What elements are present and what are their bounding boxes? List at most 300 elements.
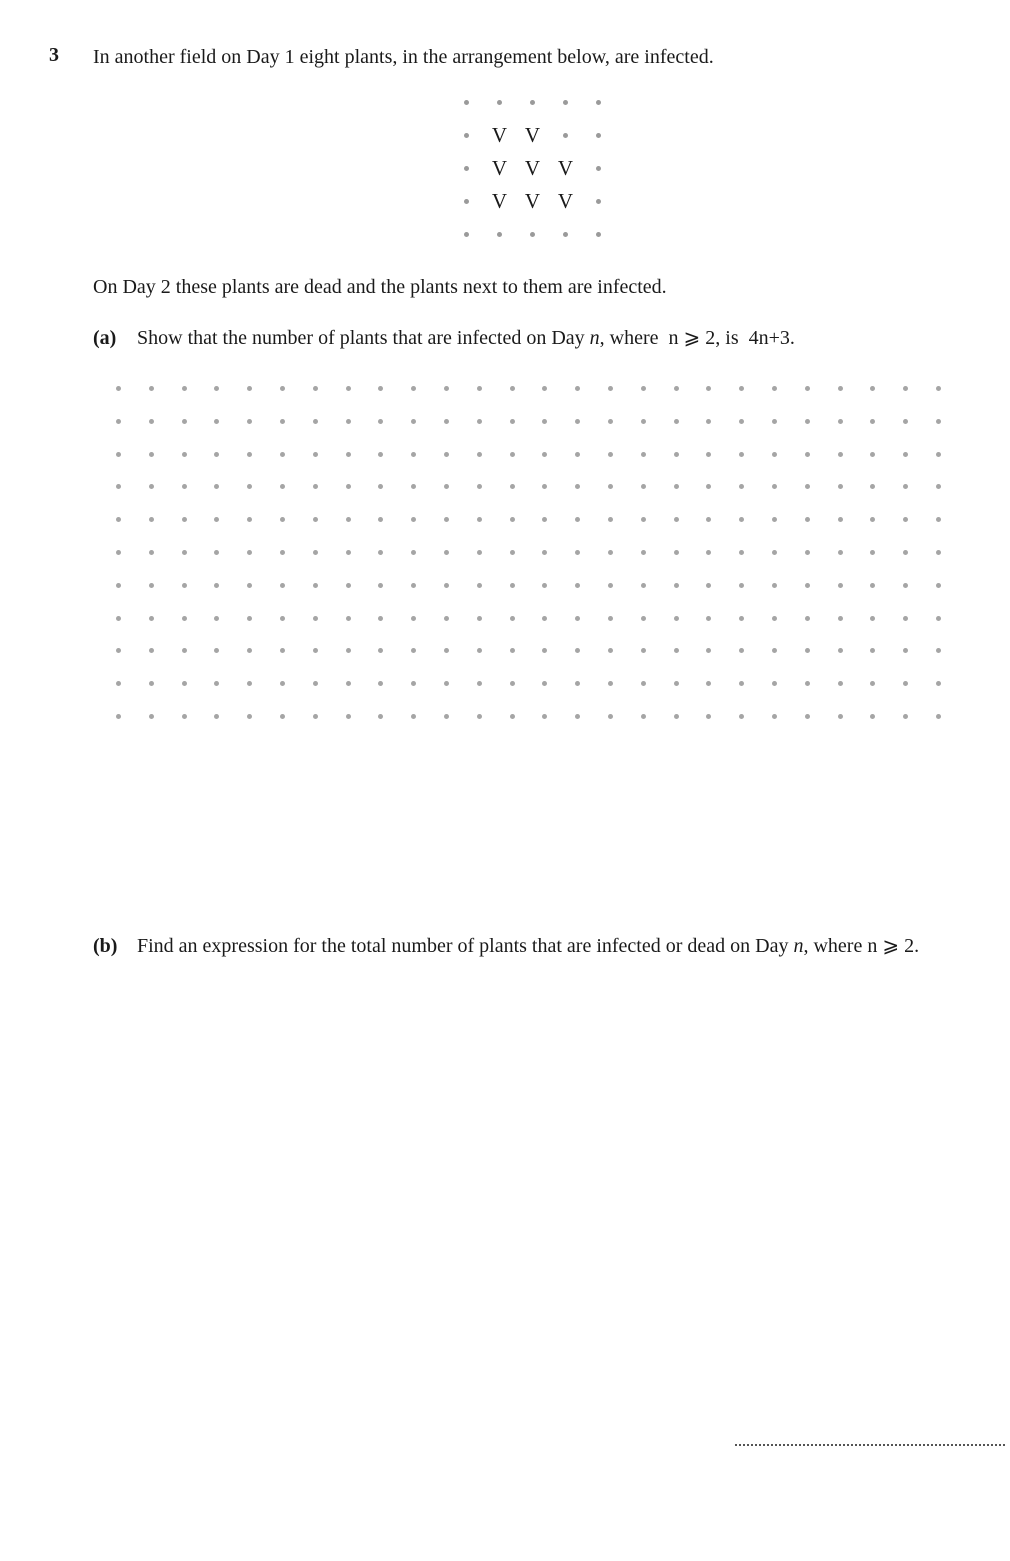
grid-dot: [510, 616, 515, 621]
grid-dot: [182, 550, 187, 555]
grid-dot: [247, 583, 252, 588]
infected-plant: V: [557, 156, 574, 180]
grid-dot: [805, 484, 810, 489]
grid-dot: [149, 386, 154, 391]
grid-dot: [706, 550, 711, 555]
grid-dot: [608, 583, 613, 588]
healthy-plant-dot: [516, 86, 549, 119]
grid-dot: [903, 419, 908, 424]
grid-dot: [313, 583, 318, 588]
grid-dot: [805, 550, 810, 555]
grid-dot: [149, 648, 154, 653]
grid-dot: [542, 681, 547, 686]
grid-dot: [739, 583, 744, 588]
grid-dot: [444, 583, 449, 588]
grid-dot: [510, 550, 515, 555]
grid-dot: [739, 452, 744, 457]
grid-dot: [739, 681, 744, 686]
grid-dot: [674, 714, 679, 719]
grid-dot: [247, 714, 252, 719]
part-a-label: (a): [93, 327, 117, 349]
grid-dot: [182, 517, 187, 522]
grid-dot: [214, 550, 219, 555]
grid-dot: [608, 648, 613, 653]
grid-dot: [313, 616, 318, 621]
part-a-condition: n ⩾ 2,: [668, 327, 721, 349]
plant-dot: [530, 100, 535, 105]
grid-dot: [116, 616, 121, 621]
grid-dot: [772, 419, 777, 424]
healthy-plant-dot: [549, 86, 582, 119]
grid-dot: [805, 616, 810, 621]
grid-dot: [674, 681, 679, 686]
grid-dot: [608, 714, 613, 719]
grid-dot: [378, 648, 383, 653]
grid-dot: [903, 681, 908, 686]
plant-dot: [497, 100, 502, 105]
grid-dot: [477, 484, 482, 489]
grid-dot: [542, 386, 547, 391]
grid-dot: [411, 714, 416, 719]
grid-dot: [444, 452, 449, 457]
grid-dot: [542, 648, 547, 653]
grid-dot: [444, 616, 449, 621]
grid-dot: [411, 419, 416, 424]
grid-dot: [739, 648, 744, 653]
grid-dot: [706, 386, 711, 391]
healthy-plant-dot: [483, 86, 516, 119]
grid-dot: [116, 484, 121, 489]
grid-dot: [903, 484, 908, 489]
grid-dot: [378, 452, 383, 457]
grid-dot: [149, 419, 154, 424]
grid-dot: [378, 517, 383, 522]
grid-dot: [903, 648, 908, 653]
grid-dot: [805, 452, 810, 457]
grid-dot: [477, 517, 482, 522]
grid-dot: [641, 386, 646, 391]
grid-dot: [936, 583, 941, 588]
grid-dot: [838, 550, 843, 555]
grid-dot: [936, 452, 941, 457]
plant-dot: [530, 232, 535, 237]
grid-dot: [477, 648, 482, 653]
grid-dot: [510, 714, 515, 719]
grid-dot: [182, 648, 187, 653]
grid-dot: [346, 517, 351, 522]
grid-dot: [411, 452, 416, 457]
part-a-expression: 4n+3.: [748, 327, 795, 349]
grid-dot: [214, 681, 219, 686]
grid-dot: [346, 484, 351, 489]
grid-dot: [772, 517, 777, 522]
grid-dot: [542, 517, 547, 522]
grid-dot: [674, 550, 679, 555]
grid-dot: [280, 419, 285, 424]
part-b-var-n: n: [793, 935, 804, 957]
grid-dot: [870, 517, 875, 522]
grid-dot: [411, 648, 416, 653]
grid-dot: [149, 714, 154, 719]
grid-dot: [214, 517, 219, 522]
grid-dot: [182, 681, 187, 686]
grid-dot: [510, 419, 515, 424]
grid-dot: [247, 452, 252, 457]
plant-dot: [464, 133, 469, 138]
grid-dot: [641, 484, 646, 489]
grid-dot: [444, 419, 449, 424]
grid-dot: [870, 583, 875, 588]
grid-dot: [116, 714, 121, 719]
plant-dot: [596, 100, 601, 105]
grid-dot: [444, 648, 449, 653]
grid-dot: [214, 648, 219, 653]
grid-dot: [641, 419, 646, 424]
grid-dot: [706, 583, 711, 588]
grid-dot: [805, 714, 810, 719]
grid-dot: [411, 583, 416, 588]
grid-dot: [772, 681, 777, 686]
day2-description: On Day 2 these plants are dead and the plants next to them are infected.: [93, 276, 667, 298]
grid-dot: [641, 550, 646, 555]
part-b-condition: n ⩾ 2.: [867, 935, 920, 957]
grid-dot: [870, 452, 875, 457]
healthy-plant-dot: [450, 152, 483, 185]
grid-dot: [936, 386, 941, 391]
grid-dot: [936, 517, 941, 522]
grid-dot: [477, 452, 482, 457]
grid-dot: [936, 681, 941, 686]
dotted-working-grid[interactable]: [102, 374, 956, 734]
grid-dot: [739, 517, 744, 522]
grid-dot: [149, 452, 154, 457]
grid-dot: [936, 419, 941, 424]
grid-dot: [411, 550, 416, 555]
grid-dot: [313, 517, 318, 522]
grid-dot: [838, 681, 843, 686]
grid-dot: [280, 386, 285, 391]
grid-dot: [346, 616, 351, 621]
grid-dot: [346, 386, 351, 391]
grid-dot: [739, 714, 744, 719]
grid-dot: [510, 648, 515, 653]
grid-dot: [838, 517, 843, 522]
grid-dot: [641, 648, 646, 653]
grid-dot: [641, 681, 646, 686]
healthy-plant-dot: [582, 218, 615, 251]
plant-dot: [497, 232, 502, 237]
grid-dot: [575, 484, 580, 489]
grid-dot: [608, 452, 613, 457]
grid-dot: [346, 648, 351, 653]
grid-dot: [838, 616, 843, 621]
healthy-plant-dot: [582, 86, 615, 119]
grid-dot: [378, 681, 383, 686]
grid-dot: [870, 386, 875, 391]
grid-dot: [838, 648, 843, 653]
healthy-plant-dot: [549, 119, 582, 152]
grid-dot: [116, 583, 121, 588]
grid-dot: [575, 714, 580, 719]
plant-dot: [596, 166, 601, 171]
plant-dot: [464, 232, 469, 237]
grid-dot: [838, 484, 843, 489]
grid-dot: [510, 484, 515, 489]
grid-dot: [247, 681, 252, 686]
grid-dot: [411, 484, 416, 489]
grid-dot: [182, 484, 187, 489]
grid-dot: [608, 386, 613, 391]
grid-dot: [313, 419, 318, 424]
plant-dot: [563, 232, 568, 237]
grid-dot: [313, 550, 318, 555]
part-b-text-before: Find an expression for the total number of plants that are infected or dead on Day: [137, 935, 794, 957]
grid-dot: [116, 419, 121, 424]
grid-dot: [182, 616, 187, 621]
infected-plant: V: [491, 123, 508, 147]
part-a-text-is: is: [720, 327, 744, 349]
grid-dot: [378, 386, 383, 391]
grid-dot: [641, 714, 646, 719]
grid-dot: [936, 550, 941, 555]
plant-dot: [563, 133, 568, 138]
plant-dot: [596, 133, 601, 138]
grid-dot: [182, 452, 187, 457]
grid-dot: [575, 648, 580, 653]
grid-dot: [903, 714, 908, 719]
grid-dot: [182, 386, 187, 391]
grid-dot: [411, 616, 416, 621]
grid-dot: [575, 583, 580, 588]
healthy-plant-dot: [516, 218, 549, 251]
grid-dot: [706, 681, 711, 686]
infected-plant: V: [524, 156, 541, 180]
grid-dot: [510, 681, 515, 686]
grid-dot: [575, 452, 580, 457]
part-a-question: [93, 325, 795, 351]
grid-dot: [116, 386, 121, 391]
grid-dot: [149, 681, 154, 686]
part-a-text-mid: , where: [599, 327, 664, 349]
grid-dot: [510, 452, 515, 457]
grid-dot: [903, 517, 908, 522]
healthy-plant-dot: [450, 119, 483, 152]
grid-dot: [542, 583, 547, 588]
grid-dot: [674, 616, 679, 621]
grid-dot: [313, 681, 318, 686]
healthy-plant-dot: [450, 185, 483, 218]
grid-dot: [936, 616, 941, 621]
grid-dot: [608, 517, 613, 522]
grid-dot: [346, 714, 351, 719]
grid-dot: [346, 681, 351, 686]
grid-dot: [575, 681, 580, 686]
grid-dot: [214, 419, 219, 424]
grid-dot: [378, 583, 383, 588]
grid-dot: [280, 452, 285, 457]
grid-dot: [870, 714, 875, 719]
grid-dot: [542, 616, 547, 621]
grid-dot: [116, 648, 121, 653]
grid-dot: [674, 419, 679, 424]
grid-dot: [313, 714, 318, 719]
grid-dot: [444, 681, 449, 686]
grid-dot: [608, 616, 613, 621]
grid-dot: [608, 484, 613, 489]
grid-dot: [346, 419, 351, 424]
grid-dot: [838, 583, 843, 588]
part-a-text-before: Show that the number of plants that are infected on Day: [137, 327, 590, 349]
grid-dot: [870, 616, 875, 621]
grid-dot: [870, 484, 875, 489]
grid-dot: [542, 714, 547, 719]
grid-dot: [247, 419, 252, 424]
grid-dot: [477, 714, 482, 719]
grid-dot: [280, 616, 285, 621]
grid-dot: [805, 517, 810, 522]
grid-dot: [903, 386, 908, 391]
grid-dot: [706, 517, 711, 522]
grid-dot: [346, 550, 351, 555]
plant-dot: [596, 199, 601, 204]
grid-dot: [214, 484, 219, 489]
healthy-plant-dot: [483, 218, 516, 251]
grid-dot: [706, 452, 711, 457]
grid-dot: [313, 484, 318, 489]
grid-dot: [772, 648, 777, 653]
part-b-label: (b): [93, 935, 118, 957]
grid-dot: [805, 648, 810, 653]
grid-dot: [313, 648, 318, 653]
grid-dot: [608, 419, 613, 424]
grid-dot: [378, 550, 383, 555]
grid-dot: [444, 714, 449, 719]
healthy-plant-dot: [549, 218, 582, 251]
grid-dot: [772, 616, 777, 621]
plant-dot: [464, 199, 469, 204]
grid-dot: [280, 714, 285, 719]
grid-dot: [542, 484, 547, 489]
grid-dot: [870, 648, 875, 653]
grid-dot: [838, 452, 843, 457]
grid-dot: [903, 583, 908, 588]
question-intro: In another field on Day 1 eight plants, in the arrangement below, are infected.: [93, 46, 714, 68]
grid-dot: [936, 648, 941, 653]
plant-arrangement-diagram: [450, 86, 615, 251]
grid-dot: [706, 484, 711, 489]
grid-dot: [674, 386, 679, 391]
grid-dot: [805, 583, 810, 588]
grid-dot: [149, 550, 154, 555]
grid-dot: [149, 583, 154, 588]
grid-dot: [674, 484, 679, 489]
grid-dot: [510, 583, 515, 588]
healthy-plant-dot: [582, 119, 615, 152]
grid-dot: [575, 517, 580, 522]
grid-dot: [247, 484, 252, 489]
grid-dot: [411, 386, 416, 391]
grid-dot: [280, 484, 285, 489]
grid-dot: [280, 681, 285, 686]
grid-dot: [772, 386, 777, 391]
grid-dot: [870, 419, 875, 424]
grid-dot: [608, 550, 613, 555]
grid-dot: [214, 452, 219, 457]
question-number: 3: [49, 44, 59, 66]
grid-dot: [772, 550, 777, 555]
grid-dot: [214, 714, 219, 719]
grid-dot: [575, 386, 580, 391]
grid-dot: [739, 419, 744, 424]
grid-dot: [378, 419, 383, 424]
grid-dot: [674, 583, 679, 588]
grid-dot: [378, 616, 383, 621]
grid-dot: [936, 714, 941, 719]
grid-dot: [116, 681, 121, 686]
part-b-text-mid: , where: [803, 935, 868, 957]
grid-dot: [182, 714, 187, 719]
healthy-plant-dot: [582, 152, 615, 185]
grid-dot: [674, 517, 679, 522]
grid-dot: [805, 419, 810, 424]
grid-dot: [378, 714, 383, 719]
grid-dot: [674, 648, 679, 653]
grid-dot: [280, 583, 285, 588]
grid-dot: [903, 616, 908, 621]
grid-dot: [772, 452, 777, 457]
grid-dot: [477, 616, 482, 621]
grid-dot: [346, 452, 351, 457]
grid-dot: [772, 484, 777, 489]
grid-dot: [411, 517, 416, 522]
grid-dot: [411, 681, 416, 686]
grid-dot: [739, 550, 744, 555]
grid-dot: [903, 452, 908, 457]
answer-line[interactable]: [735, 1432, 1005, 1446]
plant-dot: [464, 100, 469, 105]
grid-dot: [805, 386, 810, 391]
grid-dot: [706, 419, 711, 424]
grid-dot: [444, 517, 449, 522]
grid-dot: [477, 583, 482, 588]
grid-dot: [706, 714, 711, 719]
grid-dot: [641, 452, 646, 457]
grid-dot: [247, 517, 252, 522]
healthy-plant-dot: [450, 218, 483, 251]
grid-dot: [772, 583, 777, 588]
grid-dot: [739, 616, 744, 621]
grid-dot: [870, 681, 875, 686]
grid-dot: [477, 386, 482, 391]
plant-dot: [563, 100, 568, 105]
grid-dot: [739, 484, 744, 489]
grid-dot: [182, 583, 187, 588]
grid-dot: [805, 681, 810, 686]
grid-dot: [116, 452, 121, 457]
grid-dot: [313, 386, 318, 391]
grid-dot: [575, 550, 580, 555]
grid-dot: [870, 550, 875, 555]
grid-dot: [149, 616, 154, 621]
grid-dot: [641, 583, 646, 588]
grid-dot: [214, 616, 219, 621]
grid-dot: [542, 550, 547, 555]
grid-dot: [739, 386, 744, 391]
grid-dot: [838, 714, 843, 719]
grid-dot: [477, 681, 482, 686]
grid-dot: [149, 517, 154, 522]
grid-dot: [280, 550, 285, 555]
